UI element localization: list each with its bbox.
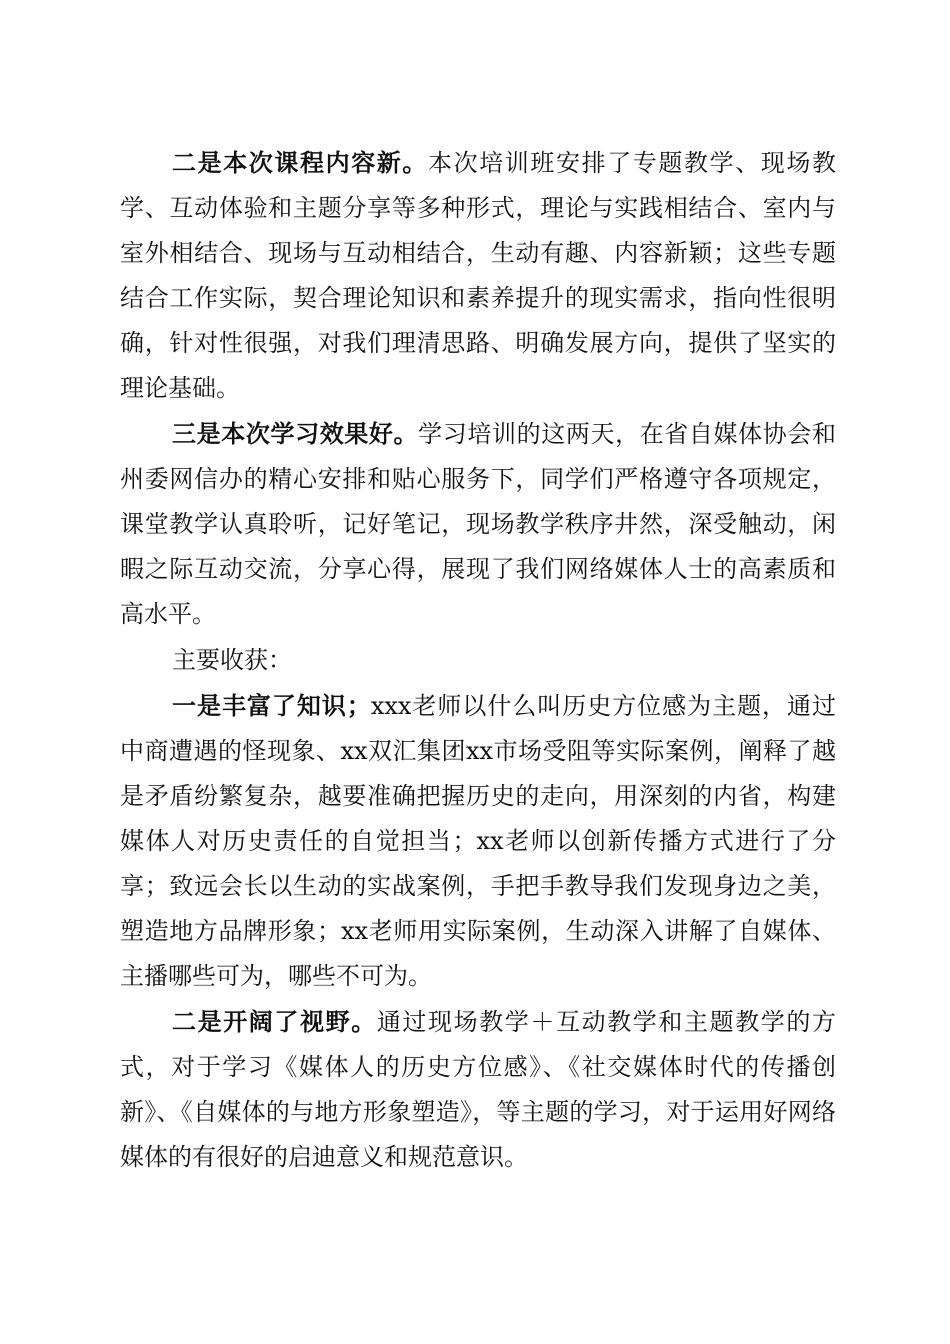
paragraph-text: 通过现场教学＋互动教学和主题教学的方式，对于学习《媒体人的历史方位感》、《社交媒体时代的传播创新》、《自媒体的与地方形象塑造》，等主题的学习，对于运用好网络媒体的有很好的启迪意义和规范意识。 (120, 1008, 837, 1171)
paragraph-text: 主要收获： (172, 646, 292, 674)
paragraph-text: 学习培训的这两天，在省自媒体协会和州委网信办的精心安排和贴心服务下，同学们严格遵守各项规定，课堂教学认真聆听，记好笔记，现场教学秩序井然，深受触动，闲暇之际互动交流，分享心得，展现了我们网络媒体人士的高素质和高水平。 (120, 420, 837, 628)
paragraph-lead: 三是本次学习效果好。 (172, 419, 419, 448)
paragraph-broadened-horizons (120, 999, 836, 1180)
paragraph-lead: 一是丰富了知识； (172, 691, 371, 720)
paragraph-lead: 二是本次课程内容新。 (172, 148, 428, 177)
paragraph-course-content (120, 140, 836, 411)
paragraph-enriched-knowledge (120, 683, 836, 999)
paragraph-learning-effect (120, 411, 836, 637)
paragraph-text: 本次培训班安排了专题教学、现场教学、互动体验和主题分享等多种形式，理论与实践相结合、室内与室外相结合、现场与互动相结合，生动有趣、内容新颖；这些专题结合工作实际，契合理论知识和素养提升的现实需求，指向性很明确，针对性很强，对我们理清思路、明确发展方向，提供了坚实的理论基础。 (120, 149, 836, 402)
paragraph-lead: 二是开阔了视野。 (172, 1007, 377, 1036)
paragraph-main-gains-heading (120, 637, 836, 683)
document-body (120, 140, 836, 1180)
paragraph-text: xxx老师以什么叫历史方位感为主题，通过中商遭遇的怪现象、xx双汇集团xx市场受阻等实际案例，阐释了越是矛盾纷繁复杂，越要准确把握历史的走向，用深刻的内省，构建媒体人对历史责任的自觉担当；xx老师以创新传播方式进行了分享；致远会长以生动的实战案例，手把手教导我们发现身边之美，塑造地方品牌形象；xx老师用实际案例，生动深入讲解了自媒体、主播哪些可为，哪些不可为。 (120, 692, 837, 990)
